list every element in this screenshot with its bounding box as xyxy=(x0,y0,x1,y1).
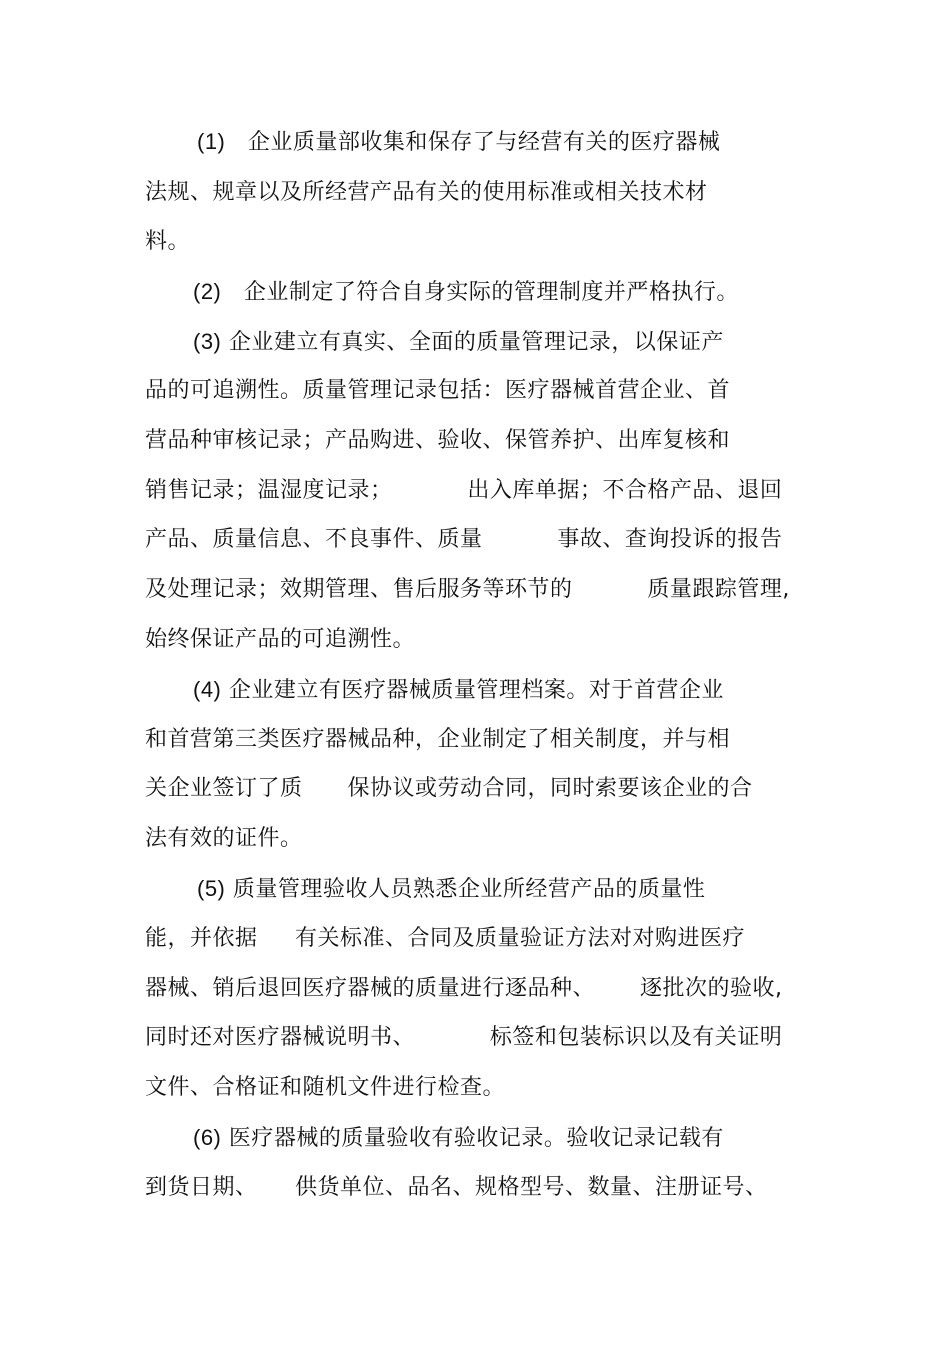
para-2-line-1: (2) 企业制定了符合自身实际的管理制度并严格执行。 xyxy=(193,279,739,305)
para-5-line-3: 器械、销后退回医疗器械的质量进行逐品种、 逐批次的验收, xyxy=(145,976,783,1001)
para-3-line-3: 营品种审核记录；产品购进、验收、保管养护、出库复核和 xyxy=(145,428,731,453)
para-3-line-4: 销售记录；温湿度记录； 出入库单据；不合格产品、退回 xyxy=(145,478,783,503)
para-1-line-1: (1) 企业质量部收集和保存了与经营有关的医疗器械 xyxy=(197,129,721,155)
para-6-number: (6) xyxy=(193,1125,222,1150)
para-4-line-2: 和首营第三类医疗器械品种，企业制定了相关制度，并与相 xyxy=(145,727,731,752)
para-3-line-6: 及处理记录；效期管理、售后服务等环节的 质量跟踪管理, xyxy=(145,577,790,602)
para-3-line-1: (3) 企业建立有真实、全面的质量管理记录，以保证产 xyxy=(193,329,724,355)
para-3-number: (3) xyxy=(193,329,222,354)
para-3-line-5: 产品、质量信息、不良事件、质量 事故、查询投诉的报告 xyxy=(145,527,783,552)
para-4-line-4: 法有效的证件。 xyxy=(145,826,303,851)
para-3-line-7: 始终保证产品的可追溯性。 xyxy=(145,627,416,652)
para-5-number: (5) xyxy=(197,876,226,901)
para-1-number: (1) xyxy=(197,129,226,154)
para-1-line-3: 料。 xyxy=(145,229,191,254)
para-1-line-2: 法规、规章以及所经营产品有关的使用标准或相关技术材 xyxy=(145,180,708,205)
para-5-line-4: 同时还对医疗器械说明书、 标签和包装标识以及有关证明 xyxy=(145,1025,783,1050)
para-3-line-2: 品的可追溯性。质量管理记录包括：医疗器械首营企业、首 xyxy=(145,378,731,403)
para-4-line-1: (4) 企业建立有医疗器械质量管理档案。对于首营企业 xyxy=(193,677,724,703)
para-4-number: (4) xyxy=(193,677,222,702)
para-6-line-2: 到货日期、 供货单位、品名、规格型号、数量、注册证号、 xyxy=(145,1175,768,1200)
para-6-line-1: (6) 医疗器械的质量验收有验收记录。验收记录记载有 xyxy=(193,1125,724,1151)
para-5-line-1: (5) 质量管理验收人员熟悉企业所经营产品的质量性 xyxy=(197,876,706,902)
para-2-number: (2) xyxy=(193,279,222,304)
para-4-line-3: 关企业签订了质 保协议或劳动合同，同时索要该企业的合 xyxy=(145,776,753,801)
para-5-line-2: 能，并依据 有关标准、合同及质量验证方法对对购进医疗 xyxy=(145,926,745,951)
para-5-line-5: 文件、合格证和随机文件进行检查。 xyxy=(145,1075,506,1100)
